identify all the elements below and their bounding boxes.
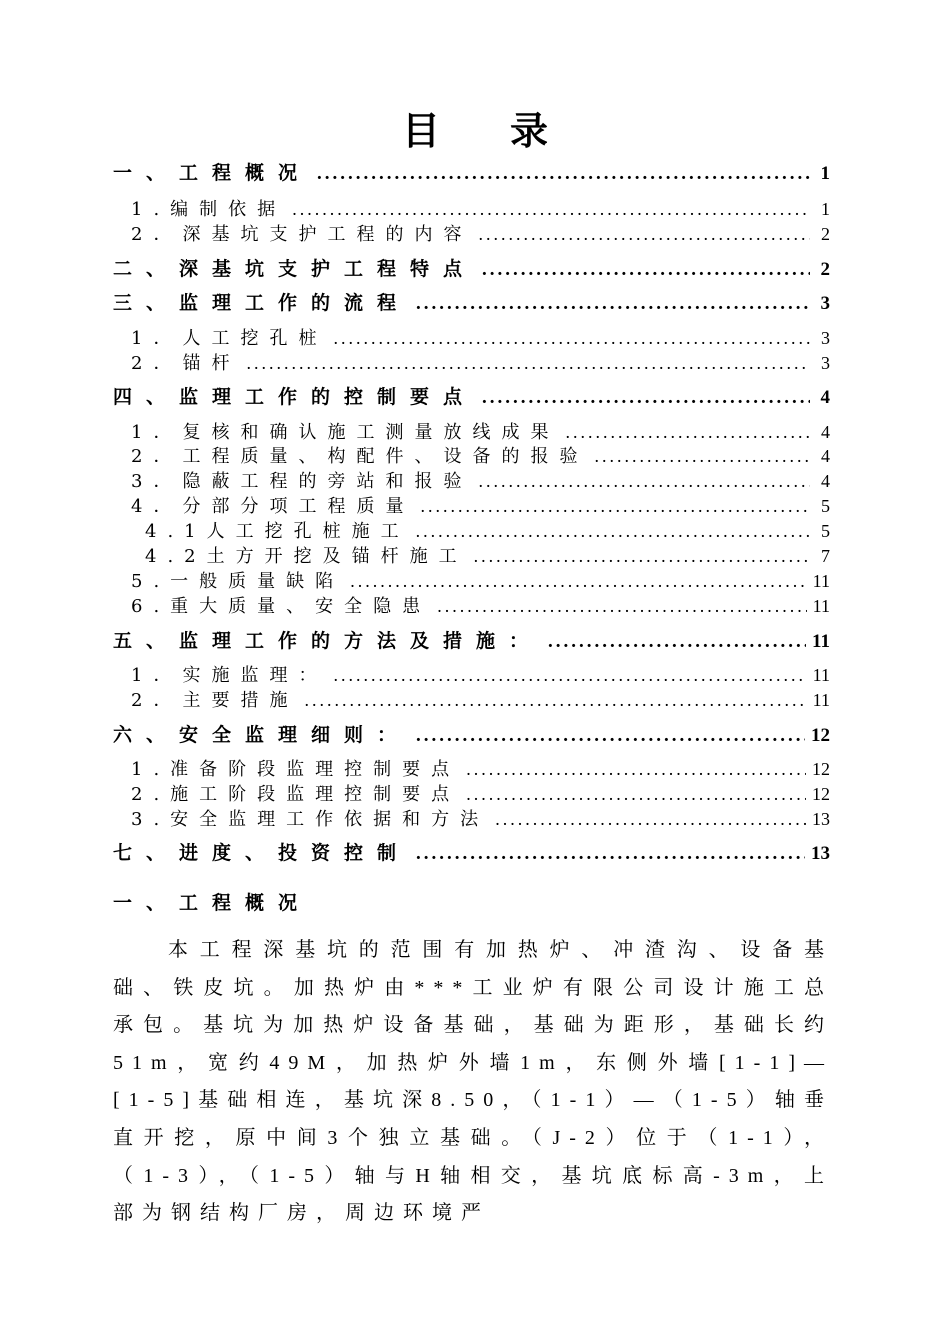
toc-page-number: 7 xyxy=(821,546,830,566)
toc-entry-level2[interactable] xyxy=(113,220,830,246)
toc-entry-label: 一、工程概况 xyxy=(113,162,312,184)
toc-entry-level3[interactable] xyxy=(113,542,830,568)
toc-entry-level1[interactable] xyxy=(113,626,830,653)
toc-page-number: 1 xyxy=(821,199,830,219)
toc-entry-label: 四、监理工作的控制要点 xyxy=(113,386,477,408)
toc-entry-level2[interactable] xyxy=(113,442,830,468)
toc-page-number: 2 xyxy=(821,224,830,244)
toc-entry-label: 3.安全监理工作依据和方法 xyxy=(131,809,490,830)
toc-leader-dots xyxy=(416,725,805,747)
toc-page-number: 5 xyxy=(821,521,830,541)
toc-entry-label: 1．人工挖孔桩 xyxy=(131,328,328,349)
toc-page-number: 3 xyxy=(821,328,830,348)
toc-leader-dots xyxy=(548,631,806,653)
toc-page-number: 11 xyxy=(812,596,830,616)
toc-entry-label: 2.施工阶段监理控制要点 xyxy=(131,784,461,805)
toc-entry-label: 3．隐蔽工程的旁站和报验 xyxy=(131,471,473,492)
toc-entry-level1[interactable] xyxy=(113,838,830,865)
toc-entry-label: 6.重大质量、安全隐患 xyxy=(131,596,432,617)
toc-entry-level2[interactable] xyxy=(113,349,830,375)
toc-page-number: 4 xyxy=(821,422,830,442)
toc-leader-dots xyxy=(420,496,810,517)
toc-entry-level1[interactable] xyxy=(113,158,830,185)
toc-page-number: 3 xyxy=(821,353,830,373)
toc-leader-dots xyxy=(333,328,810,349)
body-paragraph: 本工程深基坑的范围有加热炉、冲渣沟、设备基础、铁皮坑。加热炉由***工业炉有限公司设计施工总承包。基坑为加热炉设备基础，基础为距形，基础长约51m，宽约49M，加热炉外墙1m，东侧外墙[1-1]—[1-5]基础相连，基坑深8.50，（1-1）—（1-5）轴垂直开挖，原中间3个独立基础。（J-2）位于（1-1），（1-3），（1-5）轴与H轴相交，基坑底标高-3m，上部为钢结构厂房，周边环境严 xyxy=(113,939,833,1225)
toc-entry-label: 1.编制依据 xyxy=(131,199,287,220)
toc-entry-label: 1.准备阶段监理控制要点 xyxy=(131,759,461,780)
toc-entry-label: 2．深基坑支护工程的内容 xyxy=(131,224,473,245)
toc-page-number: 11 xyxy=(812,665,830,685)
toc-entry-label: 1．复核和确认施工测量放线成果 xyxy=(131,422,560,443)
toc-entry-label: 1．实施监理： xyxy=(131,665,328,686)
toc-leader-dots xyxy=(292,199,810,220)
toc-page-number: 3 xyxy=(820,293,830,314)
toc-entry-level2[interactable] xyxy=(113,755,830,781)
toc-entry-level2[interactable] xyxy=(113,780,830,806)
toc-page-number: 2 xyxy=(820,259,830,280)
toc-leader-dots xyxy=(246,353,810,374)
toc-page-number: 4 xyxy=(820,387,830,408)
toc-leader-dots xyxy=(317,163,810,185)
toc-entry-level1[interactable] xyxy=(113,382,830,409)
toc-leader-dots xyxy=(466,784,806,805)
toc-page-number: 5 xyxy=(821,496,830,516)
toc-title: 目录 xyxy=(401,109,618,153)
toc-leader-dots xyxy=(416,843,805,865)
toc-entry-label: 七、进度、投资控制 xyxy=(113,842,411,864)
section-heading: 一、工程概况 xyxy=(113,892,312,914)
toc-entry-label: 2．锚杆 xyxy=(131,353,241,374)
toc-entry-level1[interactable] xyxy=(113,254,830,281)
toc-entry-label: 4.2土方开挖及锚杆施工 xyxy=(145,546,468,567)
toc-page-number: 11 xyxy=(812,571,830,591)
toc-leader-dots xyxy=(416,521,810,542)
toc-leader-dots xyxy=(416,293,810,315)
toc-entry-label: 六、安全监理细则： xyxy=(113,724,411,746)
toc-leader-dots xyxy=(482,387,810,409)
toc-page-number: 12 xyxy=(811,725,830,746)
toc-leader-dots xyxy=(350,571,806,592)
toc-entry-label: 二、深基坑支护工程特点 xyxy=(113,258,477,280)
toc-page-number: 11 xyxy=(812,690,830,710)
toc-leader-dots xyxy=(466,759,806,780)
toc-page-number: 13 xyxy=(811,843,830,864)
toc-entry-label: 三、监理工作的流程 xyxy=(113,292,411,314)
toc-leader-dots xyxy=(304,690,806,711)
toc-entry-label: 2．工程质量、构配件、设备的报验 xyxy=(131,446,589,467)
toc-page-number: 4 xyxy=(821,446,830,466)
toc-page-number: 13 xyxy=(812,809,830,829)
toc-page-number: 12 xyxy=(812,759,830,779)
toc-entry-level2[interactable] xyxy=(113,592,830,618)
toc-entry-level2[interactable] xyxy=(113,805,830,831)
toc-entry-level2[interactable] xyxy=(113,467,830,493)
toc-entry-level2[interactable] xyxy=(113,567,830,593)
toc-entry-level1[interactable] xyxy=(113,288,830,315)
toc-entry-level2[interactable] xyxy=(113,324,830,350)
toc-leader-dots xyxy=(478,471,810,492)
toc-entry-level1[interactable] xyxy=(113,720,830,747)
toc-leader-dots xyxy=(565,422,810,443)
toc-entry-label: 4．分部分项工程质量 xyxy=(131,496,415,517)
toc-page-number: 11 xyxy=(812,631,830,652)
toc-entry-level2[interactable] xyxy=(113,492,830,518)
toc-entry-level2[interactable] xyxy=(113,686,830,712)
toc-entry-label: 5.一般质量缺陷 xyxy=(131,571,345,592)
toc-page-number: 12 xyxy=(812,784,830,804)
toc-entry-level3[interactable] xyxy=(113,517,830,543)
toc-leader-dots xyxy=(474,546,810,567)
toc-leader-dots xyxy=(333,665,806,686)
toc-leader-dots xyxy=(495,809,806,830)
toc-leader-dots xyxy=(478,224,810,245)
toc-entry-label: 五、监理工作的方法及措施： xyxy=(113,630,543,652)
toc-entry-label: 2．主要措施 xyxy=(131,690,299,711)
toc-entry-level2[interactable] xyxy=(113,195,830,221)
toc-entry-label: 4.1人工挖孔桩施工 xyxy=(145,521,410,542)
toc-leader-dots xyxy=(437,596,806,617)
toc-leader-dots xyxy=(594,446,810,467)
toc-entry-level2[interactable] xyxy=(113,418,830,444)
toc-page-number: 1 xyxy=(820,163,830,184)
toc-leader-dots xyxy=(482,259,810,281)
toc-page-number: 4 xyxy=(821,471,830,491)
toc-entry-level2[interactable] xyxy=(113,661,830,687)
